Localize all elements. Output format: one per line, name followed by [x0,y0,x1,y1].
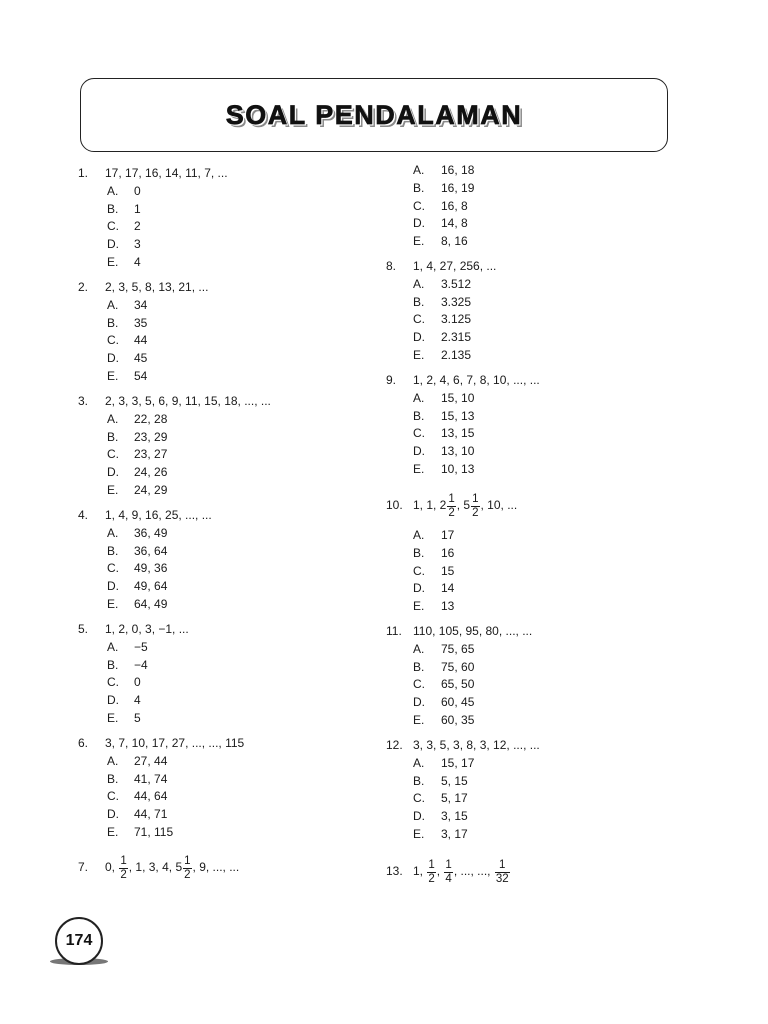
question-number: 6. [78,736,89,750]
option-a [386,755,540,773]
option-value: 27, 44 [134,753,168,768]
question-sequence: 1, 4, 9, 16, 25, ..., ... [105,508,212,522]
option-value: 8, 16 [441,234,468,248]
question-number: 3. [78,394,89,408]
option-value: 22, 28 [134,411,168,426]
sequence-text: , 10, ... [480,498,518,513]
option-letter: B. [107,429,119,444]
option-c [78,446,271,464]
option-letter: E. [107,254,119,269]
option-e [78,254,228,272]
option-value: 16, 8 [441,198,468,213]
option-letter: A. [107,183,119,198]
option-letter: C. [107,447,119,462]
option-d [78,806,244,824]
option-letter: E. [413,234,425,248]
option-e [78,710,189,728]
option-letter: E. [413,712,425,727]
option-letter: E. [413,461,425,476]
option-value: 4 [134,254,141,269]
option-c [78,674,189,692]
option-value: 75, 65 [441,641,475,656]
option-letter: D. [107,807,119,821]
option-c [386,563,517,581]
option-letter: C. [413,198,425,213]
option-e [386,461,540,479]
question-6 [78,735,244,842]
option-letter: D. [413,216,425,231]
question-sequence: 2, 3, 5, 8, 13, 21, ... [105,280,209,294]
option-value: 60, 45 [441,695,475,709]
sequence-text: , [436,864,444,879]
option-b [78,543,212,561]
option-e [78,482,271,500]
question-stem [386,737,540,755]
question-9 [386,372,540,479]
fraction-numerator: 1 [184,854,191,867]
option-letter: D. [413,581,425,596]
question-stem [78,393,271,411]
option-a [386,527,517,545]
fraction-denominator: 4 [445,872,452,885]
fraction [444,859,452,886]
option-letter: A. [413,641,425,656]
option-value: 15, 10 [441,390,475,405]
question-2 [78,279,208,386]
fraction-numerator: 1 [445,858,452,871]
option-value: 36, 64 [134,543,168,558]
option-value: 2.315 [441,330,472,344]
option-letter: E. [107,824,119,839]
option-value: 36, 49 [134,525,168,540]
sequence-text: , 9, ..., ... [192,860,240,875]
option-letter: D. [107,237,119,251]
question-number: 7. [78,860,89,875]
option-e [78,824,244,842]
option-c [78,218,228,236]
option-letter: C. [107,219,119,234]
option-value: 49, 64 [134,579,168,593]
option-b [78,657,189,675]
question-stem [78,507,212,525]
question-number: 8. [386,259,397,273]
question-stem [386,258,496,276]
option-letter: D. [107,693,119,707]
option-letter: D. [107,579,119,593]
option-letter: B. [107,771,119,786]
sequence-text: , ..., ..., [453,864,494,879]
question-number: 5. [78,622,89,636]
fraction [471,493,479,520]
question-sequence: 1, 4, 27, 256, ... [413,259,497,273]
option-e [386,233,474,251]
option-d [386,215,474,233]
fraction [495,859,510,886]
option-letter: B. [107,543,119,558]
question-stem [78,621,189,639]
option-letter: D. [413,809,425,823]
option-letter: A. [413,390,425,405]
option-value: 35 [134,315,148,330]
page-number: 174 [65,932,93,949]
option-value: 14, 8 [441,216,468,231]
question-sequence: 1, 2, 0, 3, −1, ... [105,622,189,636]
option-letter: C. [413,563,425,578]
option-letter: A. [107,297,119,312]
option-value: 54 [134,368,148,383]
option-value: 1 [134,201,141,216]
option-b [78,315,208,333]
option-letter: A. [107,639,119,654]
fraction-numerator: 1 [472,492,479,505]
option-c [78,560,212,578]
option-value: 34 [134,297,148,312]
option-d [78,578,212,596]
question-5 [78,621,189,728]
option-value: 0 [134,675,141,690]
option-value: 17 [441,528,455,542]
option-letter: A. [413,163,425,177]
question-stem [386,623,532,641]
option-value: 15 [441,563,455,578]
option-a [78,183,228,201]
fraction [447,493,455,520]
question-11 [386,623,532,730]
option-value: 3 [134,237,141,251]
question-sequence [413,859,511,886]
option-a [78,753,244,771]
option-letter: A. [107,753,119,768]
option-letter: E. [107,596,119,611]
option-letter: A. [413,528,425,542]
option-value: 13 [441,599,455,613]
option-value: 24, 29 [134,482,168,497]
question-sequence [105,855,239,882]
option-letter: E. [107,710,119,725]
option-value: 23, 29 [134,429,168,444]
option-letter: E. [413,826,425,841]
option-e [386,598,517,616]
option-letter: B. [413,294,425,309]
option-value: 71, 115 [134,824,174,839]
option-d [386,694,532,712]
option-b [386,773,540,791]
option-a [386,390,540,408]
option-letter: B. [107,657,119,672]
question-number: 11. [386,624,402,638]
option-value: 4 [134,693,141,707]
option-letter: A. [413,276,425,291]
option-value: 5, 15 [441,773,468,788]
option-a [78,297,208,315]
options-list [386,527,517,616]
sequence-text: 1, [413,864,427,879]
option-letter: B. [413,408,425,423]
question-stem [386,854,511,890]
option-value: 14 [441,581,455,596]
option-value: 0 [134,183,141,198]
option-value: 45 [134,351,148,365]
option-letter: C. [413,677,425,692]
question-12 [386,737,540,844]
option-value: 65, 50 [441,677,475,692]
option-letter: D. [413,330,425,344]
option-d [386,580,517,598]
option-c [78,332,208,350]
option-b [386,545,517,563]
fraction [427,859,435,886]
option-letter: C. [107,333,119,348]
question-sequence: 3, 7, 10, 17, 27, ..., ..., 115 [105,736,245,750]
option-letter: B. [413,180,425,195]
option-value: 23, 27 [134,447,168,462]
fraction-denominator: 32 [495,872,509,885]
option-letter: B. [107,201,119,216]
option-value: 15, 17 [441,755,475,770]
option-letter: A. [107,525,119,540]
option-c [386,198,474,216]
question-number: 13. [386,864,403,879]
option-e [386,826,540,844]
fraction-denominator: 2 [448,506,455,519]
question-3 [78,393,271,500]
question-sequence: 17, 17, 16, 14, 11, 7, ... [105,166,228,180]
option-value: 41, 74 [134,771,168,786]
question-number: 9. [386,373,397,387]
option-letter: C. [413,426,425,441]
question-1 [78,165,228,272]
option-c [386,425,540,443]
question-4 [78,507,212,614]
option-letter: D. [107,351,119,365]
option-d [78,236,228,254]
option-letter: E. [413,599,425,613]
option-value: 3, 15 [441,809,468,823]
question-stem [78,279,208,297]
fraction-numerator: 1 [428,858,435,871]
option-b [78,429,271,447]
question-8 [386,258,496,365]
option-letter: D. [107,465,119,479]
option-d [78,350,208,368]
option-value: 3.512 [441,276,472,291]
option-d [386,329,496,347]
option-letter: B. [413,659,425,674]
question-number: 4. [78,508,89,522]
option-d [78,464,271,482]
option-b [386,659,532,677]
option-value: 44 [134,333,148,348]
option-letter: E. [107,482,119,497]
option-c [386,311,496,329]
question-number: 2. [78,280,89,294]
question-sequence: 3, 3, 5, 3, 8, 3, 12, ..., ... [413,738,540,752]
option-b [78,201,228,219]
fraction-numerator: 1 [448,492,455,505]
option-e [78,596,212,614]
option-letter: A. [107,411,119,426]
option-letter: B. [413,773,425,788]
option-d [78,692,189,710]
question-sequence: 1, 2, 4, 6, 7, 8, 10, ..., ... [413,373,540,387]
option-value: 5 [134,710,141,725]
option-c [78,788,244,806]
option-a [78,639,189,657]
option-value: 16 [441,545,455,560]
option-letter: E. [107,368,119,383]
option-value: −5 [134,639,148,654]
question-number: 10. [386,498,403,513]
question-7-options [386,162,474,251]
option-a [386,276,496,294]
option-value: 75, 60 [441,659,475,674]
option-letter: C. [413,312,425,327]
option-d [386,808,540,826]
option-value: −4 [134,657,148,672]
option-a [386,641,532,659]
option-value: 3, 17 [441,826,468,841]
option-letter: C. [413,791,425,806]
option-value: 44, 71 [134,807,168,821]
sequence-text: 1, 1, 2 [413,498,447,513]
question-number: 12. [386,738,403,752]
fraction-denominator: 2 [428,872,435,885]
option-b [386,180,474,198]
question-stem [386,372,540,390]
option-value: 16, 18 [441,163,475,177]
question-number: 1. [78,166,89,180]
question-stem [78,165,228,183]
option-value: 13, 15 [441,426,475,441]
option-letter: A. [413,755,425,770]
question-stem [78,735,244,753]
option-value: 16, 19 [441,180,475,195]
option-b [78,771,244,789]
option-value: 5, 17 [441,791,468,806]
option-letter: C. [107,789,119,804]
option-letter: E. [413,347,425,362]
option-d [386,443,540,461]
option-value: 10, 13 [441,461,475,476]
option-letter: B. [413,545,425,560]
option-e [386,347,496,365]
option-value: 49, 36 [134,561,168,576]
fraction-numerator: 1 [120,854,127,867]
question-13 [386,854,511,890]
option-value: 24, 26 [134,465,168,479]
option-value: 2 [134,219,141,234]
option-value: 60, 35 [441,712,475,727]
question-7 [78,850,239,886]
fraction-denominator: 2 [120,868,127,881]
option-c [386,676,532,694]
option-value: 3.325 [441,294,472,309]
question-sequence [413,493,517,520]
option-letter: D. [413,695,425,709]
page-title: SOAL PENDALAMAN [225,99,523,130]
question-stem [78,850,239,886]
question-sequence: 110, 105, 95, 80, ..., ... [413,624,533,638]
question-stem [386,488,517,524]
sequence-text: , 1, 3, 4, 5 [128,860,183,875]
option-value: 64, 49 [134,596,168,611]
option-value: 13, 10 [441,444,475,458]
title-box [80,78,668,152]
option-a [78,525,212,543]
option-c [386,790,540,808]
sequence-text: 0, [105,860,119,875]
fraction-denominator: 2 [472,506,479,519]
option-value: 2.135 [441,347,472,362]
option-letter: C. [107,561,119,576]
fraction [183,855,191,882]
fraction-denominator: 2 [184,868,191,881]
option-e [78,368,208,386]
option-value: 3.125 [441,312,472,327]
option-value: 44, 64 [134,789,168,804]
option-a [78,411,271,429]
fraction [119,855,127,882]
option-letter: D. [413,444,425,458]
page-number-badge [55,917,103,965]
option-a [386,162,474,180]
question-10 [386,488,517,616]
sequence-text: , 5 [456,498,471,513]
option-b [386,408,540,426]
option-e [386,712,532,730]
option-letter: B. [107,315,119,330]
option-b [386,294,496,312]
option-letter: C. [107,675,119,690]
option-value: 15, 13 [441,408,475,423]
fraction-numerator: 1 [499,858,506,871]
question-sequence: 2, 3, 3, 5, 6, 9, 11, 15, 18, ..., ... [105,394,271,408]
